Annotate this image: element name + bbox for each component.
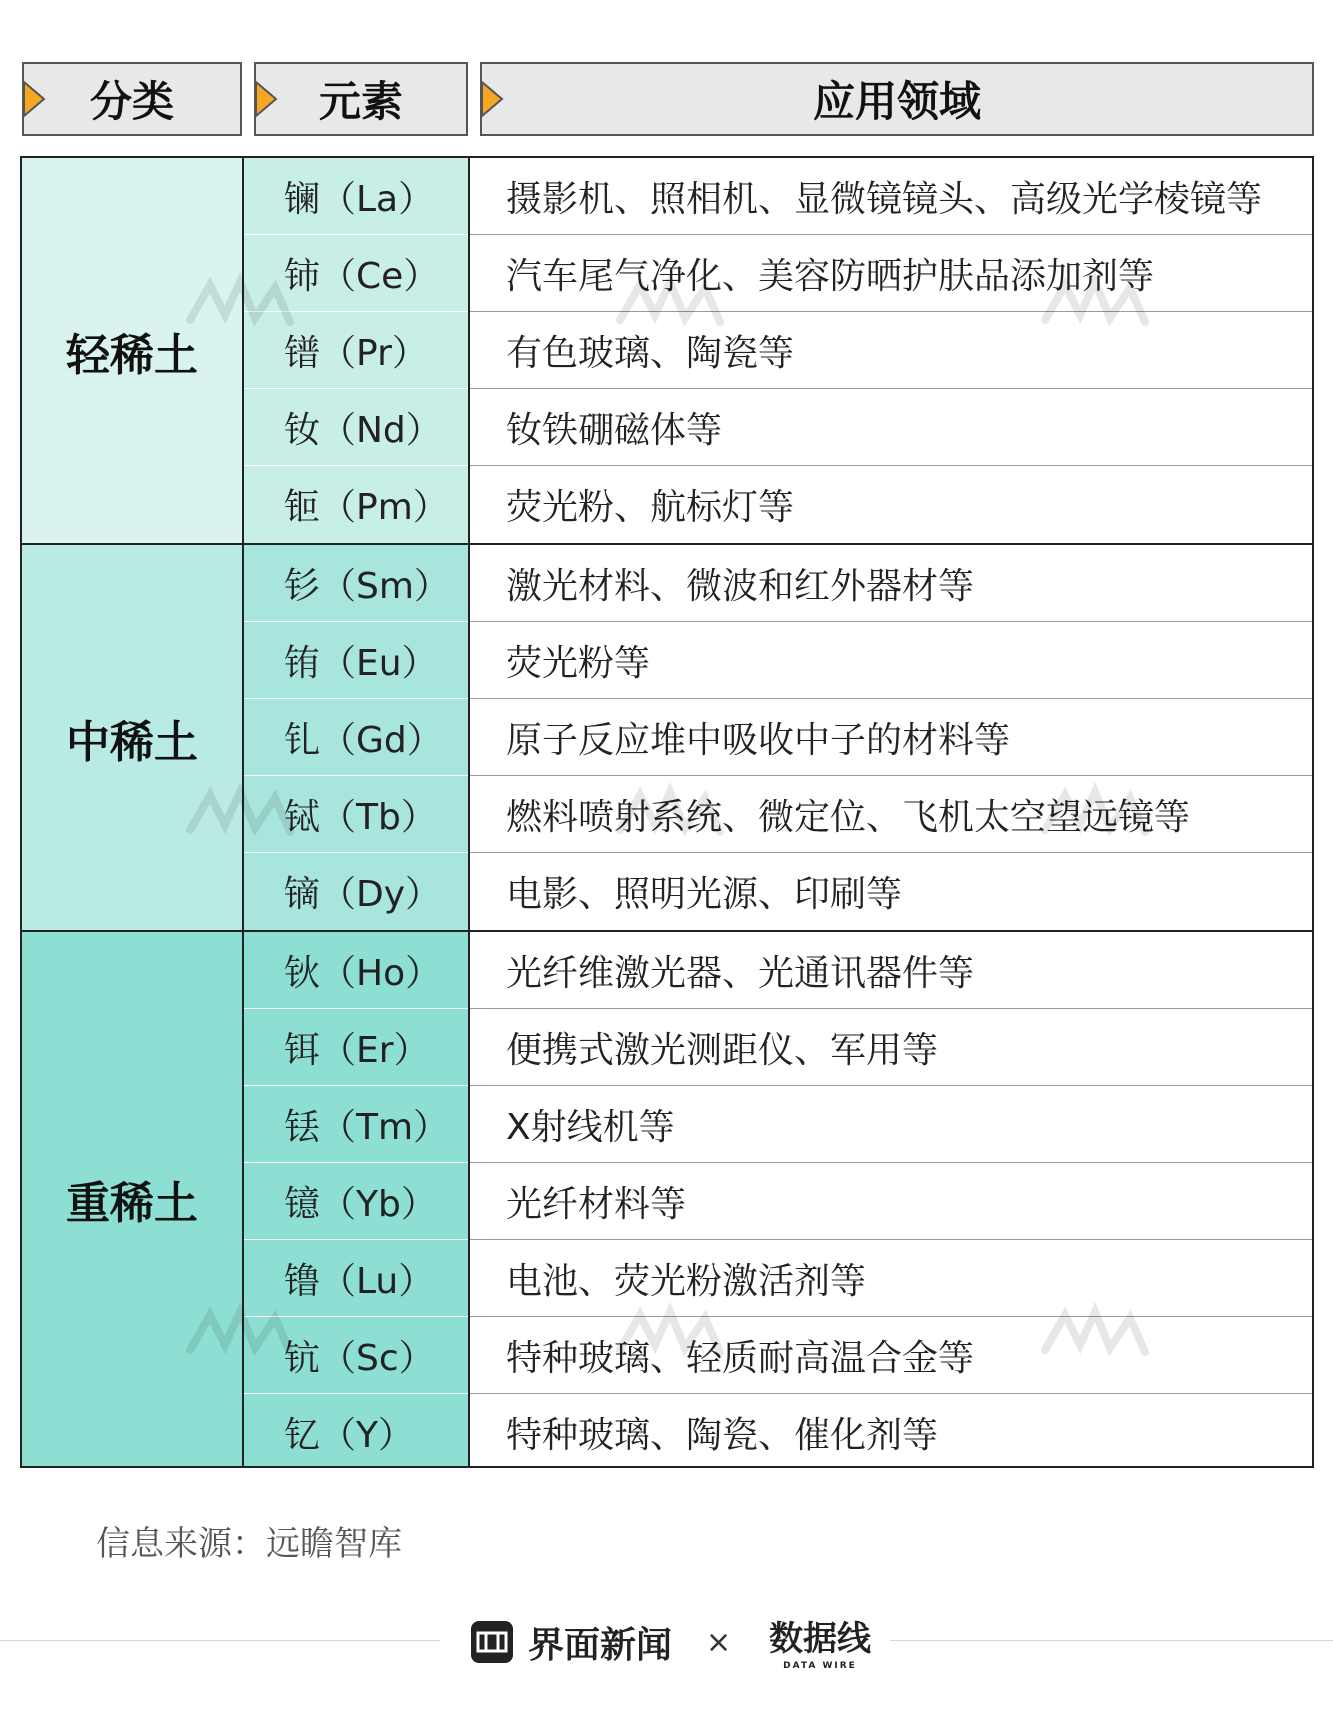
element-column [244, 545, 470, 930]
application-column [470, 158, 1312, 543]
arrow-icon [480, 78, 506, 120]
element-cell: 铕（Eu） [244, 622, 468, 699]
category-cell: 中稀土 [22, 545, 244, 930]
arrow-icon [22, 78, 48, 120]
element-cell: 钬（Ho） [244, 932, 468, 1009]
element-cell: 镝（Dy） [284, 874, 442, 915]
header-element [254, 62, 468, 136]
header-category [22, 62, 242, 136]
element-cell: 铈（Ce） [244, 235, 468, 312]
element-cell: 铽（Tb） [244, 776, 468, 853]
element-cell: 钪（Sc） [244, 1317, 468, 1394]
jiemian-logo-icon [470, 1620, 514, 1664]
element-cell: 镧（La） [244, 158, 468, 235]
category-cell: 重稀土 [22, 932, 244, 1466]
header-application [480, 62, 1314, 136]
arrow-icon [254, 78, 280, 120]
application-cell: 光纤维激光器、光通讯器件等 [470, 932, 1312, 1009]
application-cell: 燃料喷射系统、微定位、飞机太空望远镜等 [470, 776, 1312, 853]
header-application-label: 应用领域 [812, 77, 981, 126]
application-cell: 特种玻璃、轻质耐高温合金等 [470, 1317, 1312, 1394]
header-element-label: 元素 [318, 77, 403, 126]
element-cell: 镨（Pr） [244, 312, 468, 389]
element-cell: 钷（Pm） [284, 487, 449, 528]
element-cell: 铒（Er） [244, 1009, 468, 1086]
element-cell: 镱（Yb） [244, 1163, 468, 1240]
application-cell: X射线机等 [470, 1086, 1312, 1163]
application-cell: 荧光粉等 [470, 622, 1312, 699]
element-cell: 钕（Nd） [244, 389, 468, 466]
datawire-logo-subtext: DATA WIRE [783, 1661, 857, 1671]
header-category-label: 分类 [89, 77, 174, 126]
application-column [470, 545, 1312, 930]
element-cell: 铥（Tm） [244, 1086, 468, 1163]
rare-earth-table [20, 156, 1314, 1468]
application-cell: 便携式激光测距仪、军用等 [470, 1009, 1312, 1086]
element-column [244, 932, 470, 1466]
footer-divider [890, 1640, 1333, 1641]
application-cell: 电影、照明光源、印刷等 [506, 874, 903, 915]
application-cell: 电池、荧光粉激活剂等 [470, 1240, 1312, 1317]
element-cell: 钐（Sm） [244, 545, 468, 622]
application-cell: 汽车尾气净化、美容防晒护肤品添加剂等 [470, 235, 1312, 312]
datawire-logo-text: 数据线 [769, 1619, 872, 1659]
application-cell: 激光材料、微波和红外器材等 [470, 545, 1312, 622]
application-column [470, 932, 1312, 1466]
application-cell: 有色玻璃、陶瓷等 [470, 312, 1312, 389]
element-cell: 钇（Y） [284, 1415, 414, 1456]
brand-name: 界面新闻 [528, 1624, 673, 1666]
footer-divider [0, 1640, 440, 1641]
group-heavy [22, 930, 1312, 1466]
element-cell: 钆（Gd） [244, 699, 468, 776]
application-cell: 荧光粉、航标灯等 [506, 487, 795, 528]
application-cell: 摄影机、照相机、显微镜镜头、高级光学棱镜等 [470, 158, 1312, 235]
footer-brand [470, 1612, 875, 1672]
source-note: 信息来源：远瞻智库 [96, 1524, 402, 1564]
application-cell: 特种玻璃、陶瓷、催化剂等 [506, 1415, 939, 1456]
separator: × [706, 1624, 732, 1660]
datawire-logo [765, 1612, 875, 1672]
element-column [244, 158, 470, 543]
application-cell: 光纤材料等 [470, 1163, 1312, 1240]
element-cell: 镥（Lu） [244, 1240, 468, 1317]
application-cell: 原子反应堆中吸收中子的材料等 [470, 699, 1312, 776]
group-medium [22, 543, 1312, 930]
category-cell: 轻稀土 [22, 158, 244, 543]
group-light [22, 158, 1312, 543]
application-cell: 钕铁硼磁体等 [470, 389, 1312, 466]
